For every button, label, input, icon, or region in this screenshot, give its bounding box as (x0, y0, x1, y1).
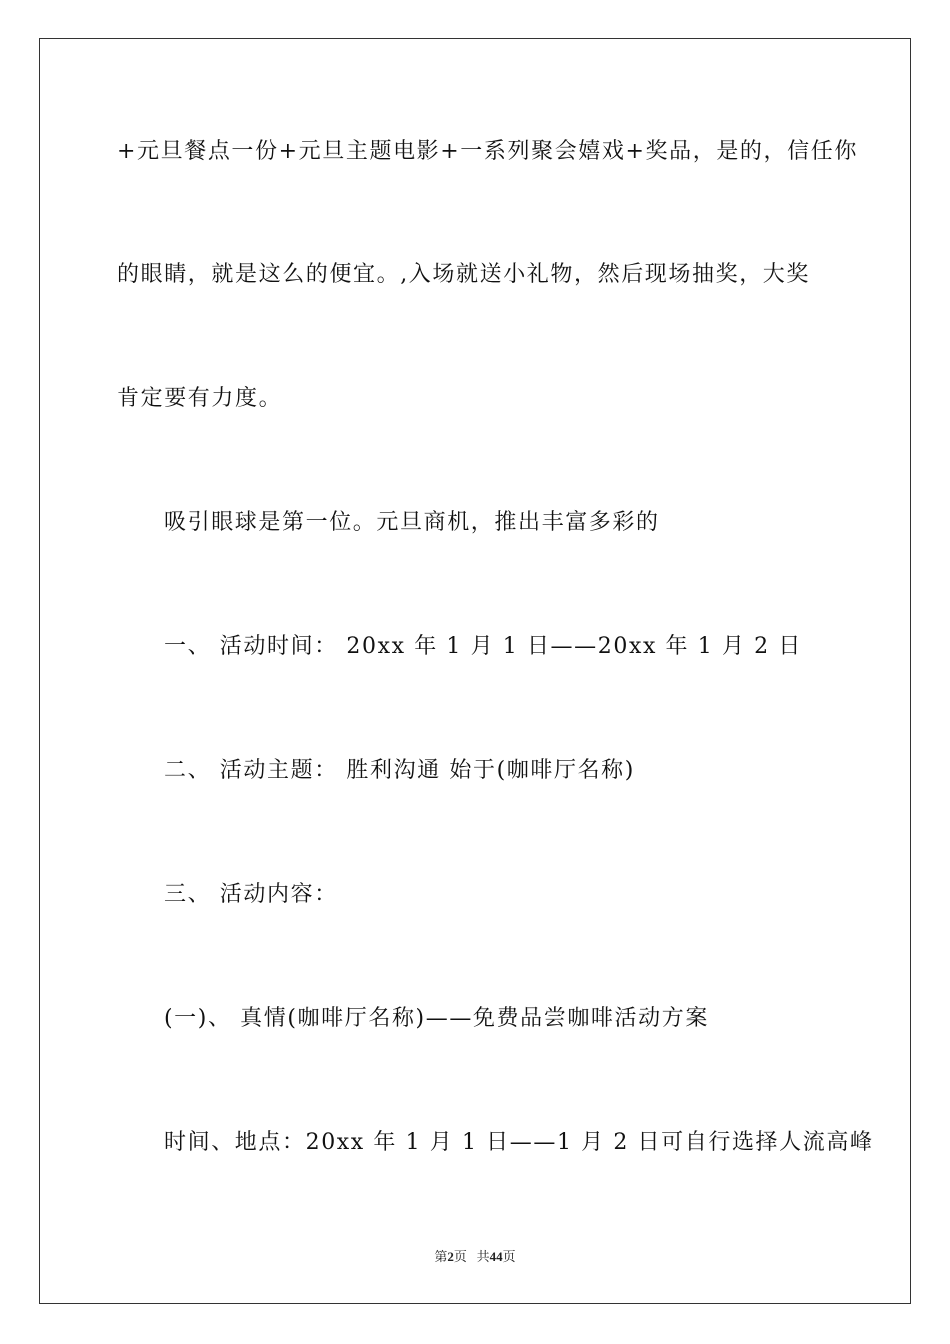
current-page-number: 2 (447, 1249, 454, 1264)
section-activity-theme: 二、 活动主题： 胜利沟通 始于(咖啡厅名称) (164, 758, 635, 783)
body-line-2: 的眼睛，就是这么的便宜。,入场就送小礼物，然后现场抽奖，大奖 (117, 262, 810, 287)
section-activity-content: 三、 活动内容： (164, 882, 338, 907)
footer-suffix: 页 (502, 1249, 516, 1264)
page-footer (0, 1246, 950, 1265)
total-page-count: 44 (489, 1249, 503, 1264)
time-location-line: 时间、地点：20xx 年 1 月 1 日——1 月 2 日可自行选择人流高峰 (164, 1130, 874, 1155)
body-line-1: +元旦餐点一份+元旦主题电影+一系列聚会嬉戏+奖品，是的，信任你 (117, 139, 858, 164)
body-line-3: 肯定要有力度。 (117, 386, 283, 411)
footer-middle: 页 共 (453, 1249, 490, 1264)
section-activity-time: 一、 活动时间： 20xx 年 1 月 1 日——20xx 年 1 月 2 日 (164, 634, 802, 659)
footer-prefix: 第 (434, 1249, 448, 1264)
paragraph-intro: 吸引眼球是第一位。元旦商机，推出丰富多彩的 (164, 510, 660, 535)
page-border (39, 38, 911, 1304)
subsection-free-tasting: (一)、 真情(咖啡厅名称)——免费品尝咖啡活动方案 (164, 1006, 709, 1031)
